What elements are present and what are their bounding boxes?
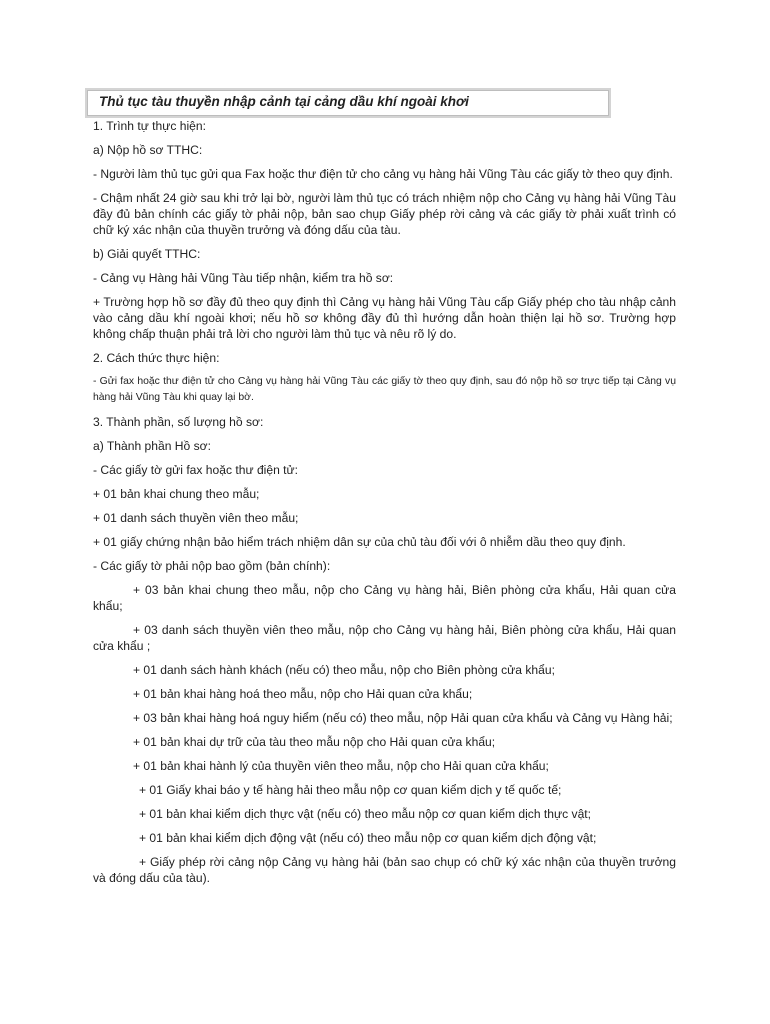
list-item: + 01 bản khai kiểm dịch động vật (nếu có) theo mẫu nộp cơ quan kiểm dịch động vật; <box>139 831 597 845</box>
list-item: + 01 bản khai hàng hoá theo mẫu, nộp cho Hải quan cửa khẩu; <box>133 687 473 701</box>
document-title: Thủ tục tàu thuyền nhập cảnh tại cảng dầu khí ngoài khơi <box>99 94 469 109</box>
paragraph: - Cảng vụ Hàng hải Vũng Tàu tiếp nhận, kiểm tra hồ sơ: <box>93 271 394 285</box>
paragraph: - Gửi fax hoặc thư điện tử cho Cảng vụ hàng hải Vũng Tàu các giấy tờ theo quy định, sau đó nộp hồ sơ trực tiếp tại Cảng vụ hàng hải Vũng Tàu khi quay lại bờ. <box>93 376 676 403</box>
subsection-heading: a) Thành phần Hồ sơ: <box>93 439 211 453</box>
paragraph: - Người làm thủ tục gửi qua Fax hoặc thư điện tử cho cảng vụ hàng hải Vũng Tàu các giấy tờ theo quy định. <box>93 167 673 181</box>
list-item: + 01 danh sách thuyền viên theo mẫu; <box>93 511 299 525</box>
paragraph: - Các giấy tờ phải nộp bao gồm (bản chính): <box>93 559 331 573</box>
list-item: + 01 bản khai kiểm dịch thực vật (nếu có) theo mẫu nộp cơ quan kiểm dịch thực vật; <box>139 807 592 821</box>
paragraph: - Chậm nhất 24 giờ sau khi trở lại bờ, người làm thủ tục có trách nhiệm nộp cho Cảng vụ hàng hải Vũng Tàu đầy đủ bản chính các giấy tờ phải nộp, bản sao chụp Giấy phép rời cảng và các giấy tờ phải xuất trình có chữ ký xác nhận của thuyền trưởng và đóng dấu của tàu. <box>93 191 676 237</box>
list-item: + 01 bản khai hành lý của thuyền viên theo mẫu, nộp cho Hải quan cửa khẩu; <box>133 759 549 773</box>
section-heading: 2. Cách thức thực hiện: <box>93 351 220 365</box>
document-body <box>93 118 676 894</box>
subsection-heading: b) Giải quyết TTHC: <box>93 247 201 261</box>
title-box <box>85 88 611 118</box>
paragraph: - Các giấy tờ gửi fax hoặc thư điện tử: <box>93 463 298 477</box>
list-item: + Giấy phép rời cảng nộp Cảng vụ hàng hải (bản sao chụp có chữ ký xác nhận của thuyền trưởng và đóng dấu của tàu). <box>93 855 676 885</box>
list-item: + 01 danh sách hành khách (nếu có) theo mẫu, nộp cho Biên phòng cửa khẩu; <box>133 663 555 677</box>
paragraph: + Trường hợp hồ sơ đầy đủ theo quy định thì Cảng vụ hàng hải Vũng Tàu cấp Giấy phép cho tàu nhập cảnh vào cảng dầu khí ngoài khơi; nếu hồ sơ không đầy đủ thì hướng dẫn hoàn thiện lại hồ sơ. Trường hợp không chấp thuận phải trả lời cho người làm thủ tục và nêu rõ lý do. <box>93 295 676 341</box>
section-heading: 3. Thành phần, số lượng hồ sơ: <box>93 415 264 429</box>
list-item: + 03 bản khai chung theo mẫu, nộp cho Cảng vụ hàng hải, Biên phòng cửa khẩu, Hải quan cửa khẩu; <box>93 583 676 613</box>
subsection-heading: a) Nộp hồ sơ TTHC: <box>93 143 203 157</box>
section-heading: 1. Trình tự thực hiện: <box>93 119 206 133</box>
list-item: + 01 Giấy khai báo y tế hàng hải theo mẫu nộp cơ quan kiểm dịch y tế quốc tế; <box>139 783 562 797</box>
list-item: + 01 bản khai dự trữ của tàu theo mẫu nộp cho Hải quan cửa khẩu; <box>133 735 496 749</box>
list-item: + 03 bản khai hàng hoá nguy hiểm (nếu có) theo mẫu, nộp Hải quan cửa khẩu và Cảng vụ Hàng hải; <box>133 711 673 725</box>
list-item: + 01 bản khai chung theo mẫu; <box>93 487 260 501</box>
list-item: + 03 danh sách thuyền viên theo mẫu, nộp cho Cảng vụ hàng hải, Biên phòng cửa khẩu, Hải quan cửa khẩu ; <box>93 623 676 653</box>
list-item: + 01 giấy chứng nhận bảo hiểm trách nhiệm dân sự của chủ tàu đối với ô nhiễm dầu theo quy định. <box>93 535 626 549</box>
